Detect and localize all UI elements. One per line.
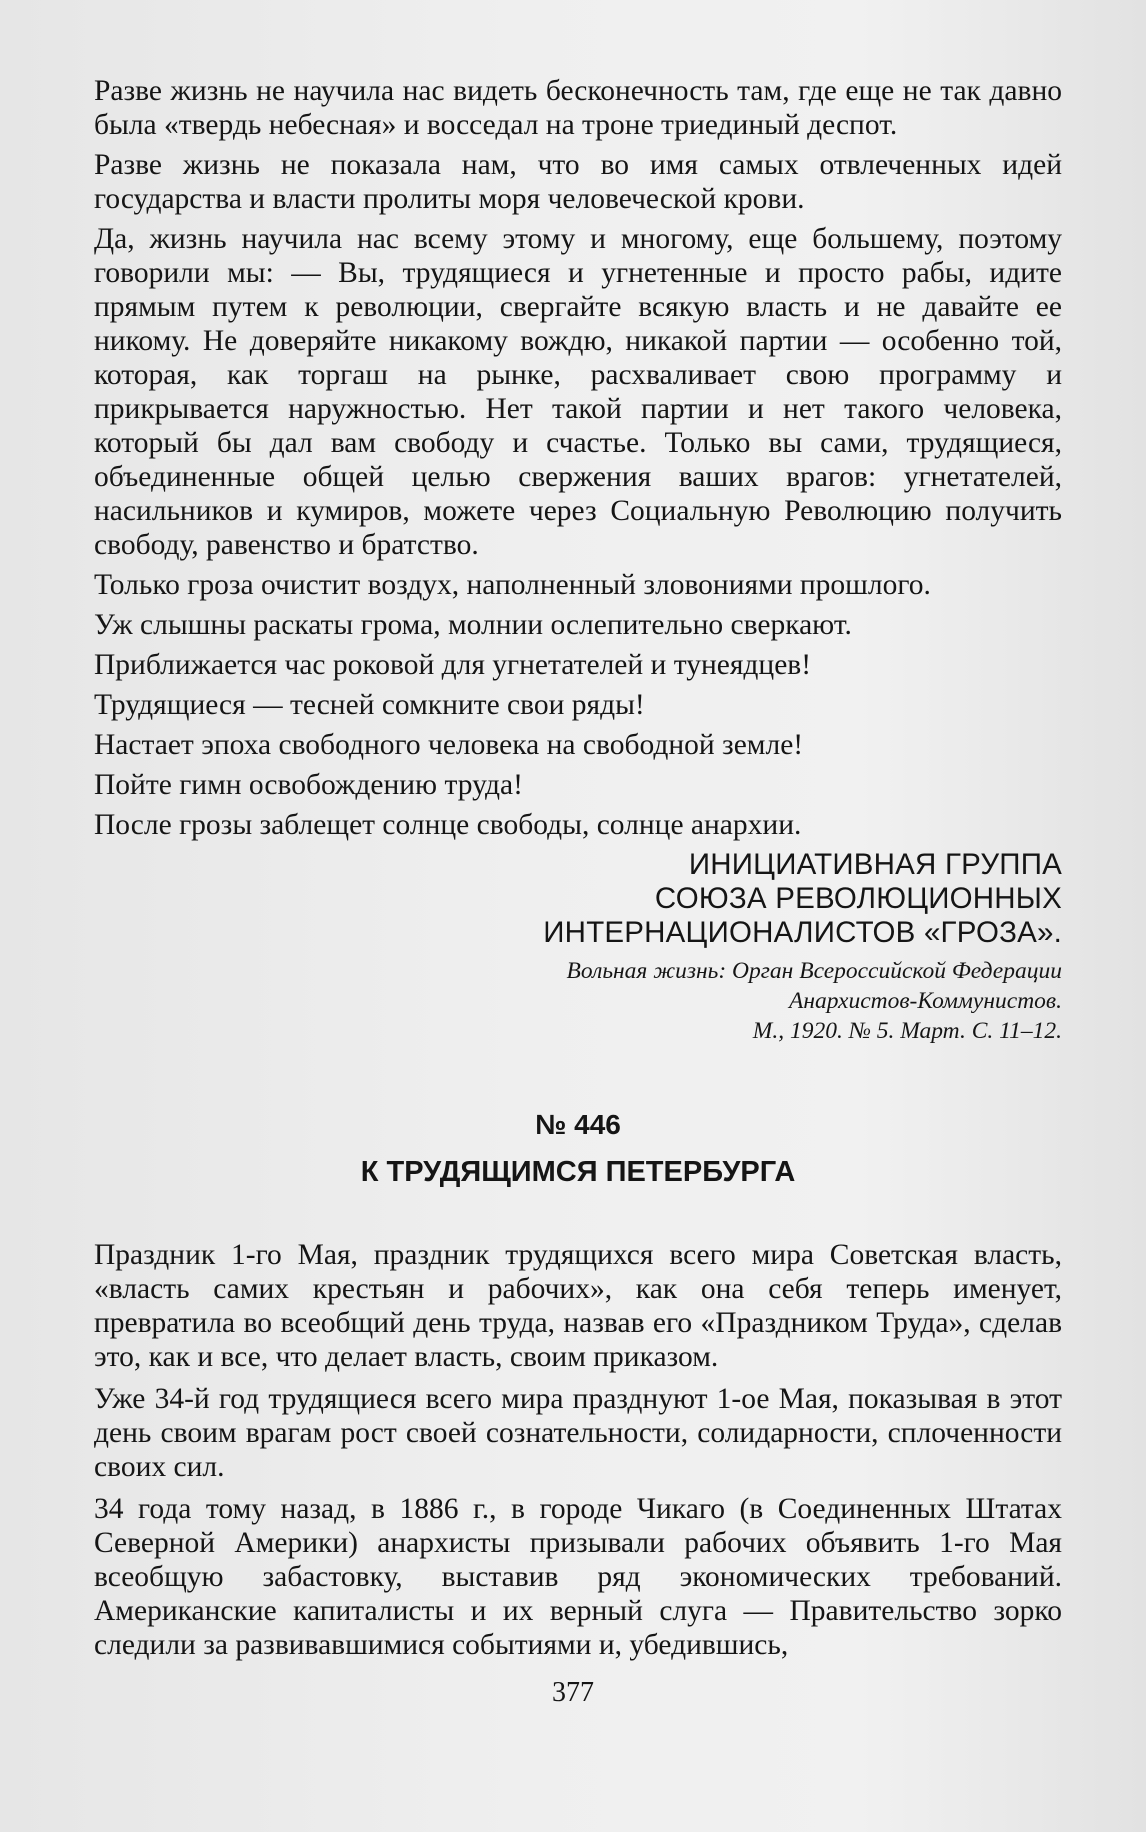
body-paragraph-3: 34 года тому назад, в 1886 г., в городе Чикаго (в Соединенных Штатах Северной Америки) анархисты призывали рабочих объявить 1-го Мая всеобщую забастовку, выставив ряд экономических требований. Американские капиталисты и их верный слуга — Правительство зорко следили за развивавшимися событиями и, убедившись,	[94, 1493, 1062, 1661]
source-line-3: М., 1920. № 5. Март. С. 11–12.	[752, 1018, 1062, 1044]
signature-line-3: ИНТЕРНАЦИОНАЛИСТОВ «ГРОЗА».	[543, 916, 1062, 949]
body-paragraph-1: Праздник 1-го Мая, праздник трудящихся всего мира Советская власть, «власть самих крестьян и рабочих», как она себя теперь именует, превратила во всеобщий день труда, назвав его «Праздником Труда», сделав это, как и все, что делает власть, своим приказом.	[94, 1239, 1062, 1373]
paragraph-9: Пойте гимн освобождению труда!	[94, 769, 523, 801]
page-content	[94, 74, 1062, 1670]
paragraph-8: Настает эпоха свободного человека на свободной земле!	[94, 729, 804, 761]
signature-line-1: ИНИЦИАТИВНАЯ ГРУППА	[688, 848, 1062, 881]
source-line-1: Вольная жизнь: Орган Всероссийской Федерации	[566, 958, 1062, 984]
signature-block	[94, 848, 1062, 950]
paragraph-5: Уж слышны раскаты грома, молнии ослепительно сверкают.	[94, 609, 852, 641]
signature-line-2: СОЮЗА РЕВОЛЮЦИОННЫХ	[654, 882, 1062, 915]
source-line-2: Анархистов-Коммунистов.	[788, 988, 1062, 1014]
page-number: 377	[552, 1677, 594, 1708]
paragraph-1: Разве жизнь не научила нас видеть бесконечность там, где еще не так давно была «твердь небесная» и восседал на троне триединый деспот.	[94, 75, 1062, 141]
paragraph-3: Да, жизнь научила нас всему этому и многому, еще большему, поэтому говорили мы: — Вы, трудящиеся и угнетенные и просто рабы, идите прямым путем к революции, свергайте всякую власть и не давайте ее никому. Не доверяйте никакому вождю, никакой партии — особенно той, которая, как торгаш на рынке, расхваливает свою программу и прикрывается наружностью. Нет такой партии и нет такого человека, который бы дал вам свободу и счастье. Только вы сами, трудящиеся, объединенные общей целью свержения ваших врагов: угнетателей, насильников и кумиров, можете через Социальную Революцию получить свободу, равенство и братство.	[94, 223, 1062, 561]
paragraph-10: После грозы заблещет солнце свободы, солнце анархии.	[94, 809, 802, 841]
paragraph-6: Приближается час роковой для угнетателей и тунеядцев!	[94, 649, 812, 681]
paragraph-4: Только гроза очистит воздух, наполненный зловониями прошлого.	[94, 569, 931, 601]
document-title: К ТРУДЯЩИМСЯ ПЕТЕРБУРГА	[360, 1156, 796, 1188]
source-citation	[94, 956, 1062, 1046]
document-body	[94, 1238, 1062, 1662]
paragraph-2: Разве жизнь не показала нам, что во имя самых отвлеченных идей государства и власти пролиты моря человеческой крови.	[94, 149, 1062, 215]
body-paragraph-2: Уже 34-й год трудящиеся всего мира празднуют 1-ое Мая, показывая в этот день своим врагам рост своей сознательности, солидарности, сплоченности своих сил.	[94, 1383, 1062, 1483]
paragraph-7: Трудящиеся — тесней сомкните свои ряды!	[94, 689, 645, 721]
document-number: № 446	[535, 1109, 621, 1140]
